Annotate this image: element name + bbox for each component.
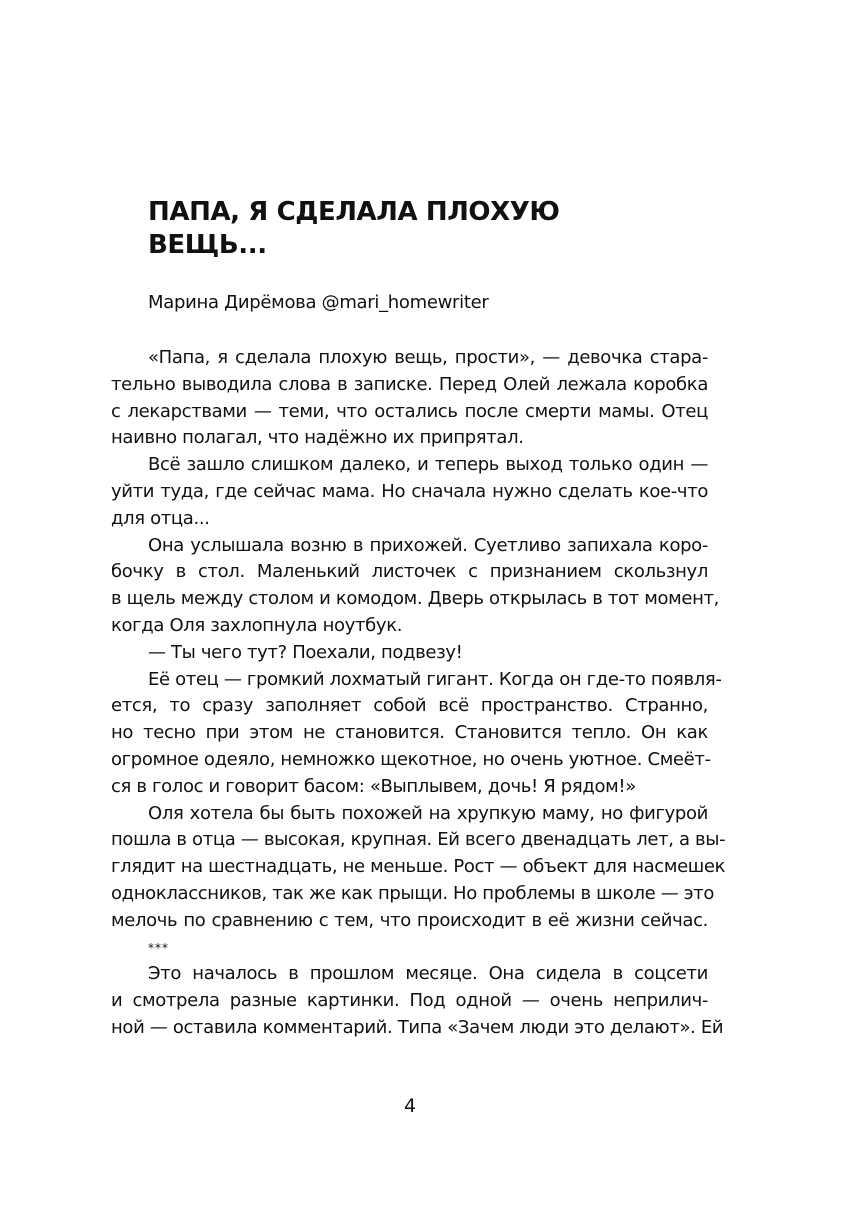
text-line: ся в голос и говорит басом: «Выплывем, дочь! Я рядом!»	[111, 775, 636, 797]
chapter-title-line: ПАПА, Я СДЕЛАЛА ПЛОХУЮ	[148, 197, 560, 227]
section-break: ***	[148, 940, 169, 955]
text-line: глядит на шестнадцать, не меньше. Рост — объект для насмешек	[111, 856, 726, 878]
text-line: наивно полагал, что надёжно их припрятал.	[111, 427, 524, 449]
text-line: для отца...	[111, 507, 210, 529]
page-number: 4	[403, 1095, 417, 1117]
text-line: Это началось в прошлом месяце. Она сидела в соцсети	[148, 963, 708, 985]
text-line: ной — оставила комментарий. Типа «Зачем люди это делают». Ей	[111, 1016, 724, 1038]
text-line: одноклассников, так же как прыщи. Но проблемы в школе — это	[111, 882, 715, 904]
author-byline: Марина Дирёмова @mari_homewriter	[148, 292, 489, 313]
text-line: огромное одеяло, немножко щекотное, но очень уютное. Смеёт-	[111, 748, 711, 770]
text-line: в щель между столом и комодом. Дверь открылась в тот момент,	[111, 588, 719, 610]
text-line: пошла в отца — высокая, крупная. Ей всего двенадцать лет, а вы-	[111, 829, 726, 851]
text-line: тельно выводила слова в записке. Перед Олей лежала коробка	[111, 373, 708, 395]
text-line: но тесно при этом не становится. Становится тепло. Он как	[111, 722, 708, 744]
text-line: «Папа, я сделала плохую вещь, прости», — девочка стара-	[148, 347, 708, 368]
story-text	[111, 345, 726, 1042]
text-line: бочку в стол. Маленький листочек с признанием скользнул	[111, 561, 708, 583]
text-line: — Ты чего тут? Поехали, подвезу!	[148, 641, 463, 663]
text-line: Оля хотела бы быть похожей на хрупкую маму, но фигурой	[148, 802, 708, 824]
text-line: и смотрела разные картинки. Под одной — очень неприлич-	[111, 990, 708, 1012]
text-line: Всё зашло слишком далеко, и теперь выход только один —	[148, 454, 708, 476]
text-line: мелочь по сравнению с тем, что происходит в её жизни сейчас.	[111, 909, 708, 931]
text-line: с лекарствами — теми, что остались после смерти мамы. Отец	[111, 400, 708, 422]
text-line: ется, то сразу заполняет собой всё пространство. Странно,	[111, 695, 708, 717]
chapter-title-line: ВЕЩЬ...	[148, 230, 267, 260]
text-line: Её отец — громкий лохматый гигант. Когда он где-то появля-	[148, 668, 722, 690]
text-line: Она услышала возню в прихожей. Суетливо запихала коро-	[148, 534, 708, 556]
chapter-title	[148, 196, 708, 262]
text-line: уйти туда, где сейчас мама. Но сначала нужно сделать кое-что	[111, 480, 708, 502]
text-line: когда Оля захлопнула ноутбук.	[111, 614, 403, 636]
